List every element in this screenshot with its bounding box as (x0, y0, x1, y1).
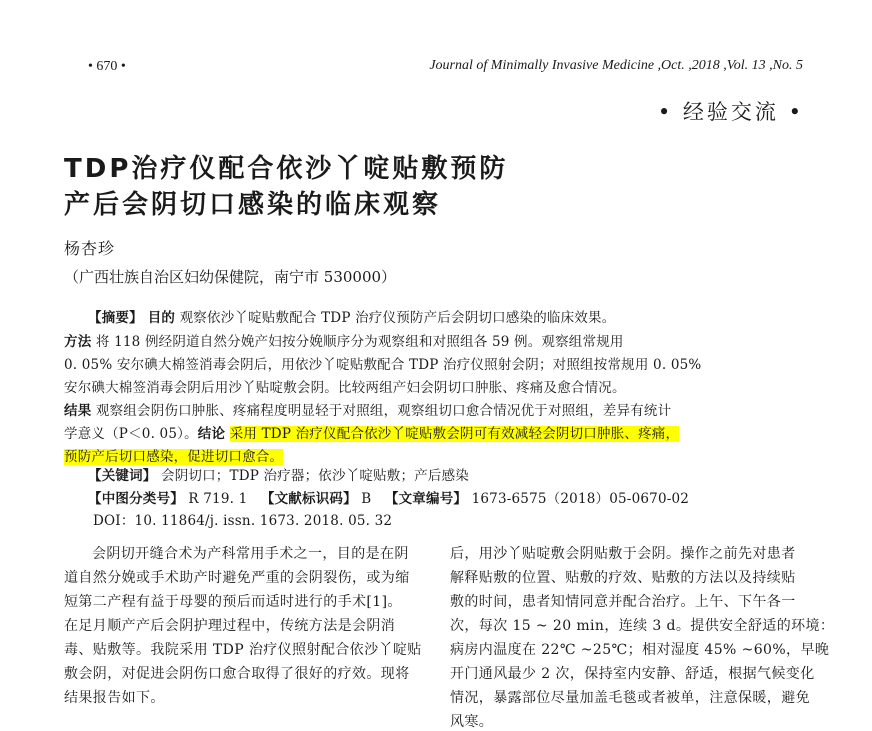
body-text-line: 道自然分娩或手术助产时避免严重的会阴裂伤，或为缩 (64, 570, 410, 586)
keywords-text: 会阴切口；TDP 治疗器；依沙丫啶贴敷；产后感染 (156, 468, 469, 484)
keywords-label: 【关键词】 (88, 468, 157, 484)
body-text-line: 毒、贴敷等。我院采用 TDP 治疗仪照射配合依沙丫啶贴 (64, 642, 422, 658)
abstract-text: 观察组会阴伤口肿胀、疼痛程度明显轻于对照组，观察组切口愈合情况优于对照组，差异有统计 (91, 403, 672, 419)
highlighted-text: 预防产后切口感染，促进切口愈合。 (64, 449, 284, 465)
body-text-line: 风寒。 (450, 714, 494, 730)
doi: DOI：10. 11864/j. issn. 1673. 2018. 05. 32 (93, 513, 393, 529)
body-text-line: 短第二产程有益于母婴的预后而适时进行的手术[1]。 (64, 594, 402, 610)
body-text-line: 病房内温度在 22℃ ~25℃；相对湿度 45% ~60%，早晚 (450, 642, 830, 658)
article-title-line-1: TDP治疗仪配合依沙丫啶贴敷预防 (64, 154, 509, 184)
abstract-line (64, 445, 283, 465)
abstract-line (64, 330, 624, 350)
abstract-text: 0. 05% 安尔碘大棉签消毒会阴后，用依沙丫啶贴敷配合 TDP 治疗仪照射会阴；对照组按常规用 0. 05% (64, 357, 702, 373)
affiliation: （广西壮族自治区妇幼保健院，南宁市 530000） (64, 268, 397, 286)
body-text-line: 情况，暴露部位尽量加盖毛毯或者被单，注意保暖，避免 (450, 690, 810, 706)
body-text-line: 次，每次 15 ~ 20 min，连续 3 d。提供安全舒适的环境： (450, 618, 835, 634)
keywords (88, 464, 469, 484)
abstract-purpose-label: 【摘要】 目的 (88, 310, 176, 326)
body-text-line: 在足月顺产产后会阴护理过程中，传统方法是会阴消 (64, 618, 396, 634)
doc-code-value: B (356, 491, 372, 507)
abstract-text: 观察依沙丫啶贴敷配合 TDP 治疗仪预防产后会阴切口感染的临床效果。 (175, 310, 616, 326)
highlighted-text: 采用 TDP 治疗仪配合依沙丫啶贴敷会阴可有效减轻会阴切口肿胀、疼痛， (229, 426, 680, 442)
doc-code-label: 【文献标识码】 (260, 491, 357, 507)
abstract-methods-label: 方法 (64, 334, 92, 350)
abstract-text: 学意义（P＜0. 05）。 (64, 426, 198, 442)
abstract-line (64, 376, 626, 396)
abstract-conclusion-label: 结论 (197, 426, 226, 442)
abstract-text: 将 118 例经阴道自然分娩产妇按分娩顺序分为观察组和对照组各 59 例。观察组常规用 (91, 334, 624, 350)
abstract-line (64, 353, 701, 373)
body-text-line: 开门通风最少 2 次，保持室内安静、舒适，根据气候变化 (450, 666, 815, 682)
body-text-line: 解释贴敷的位置、贴敷的疗效、贴敷的方法以及持续贴 (450, 570, 796, 586)
body-text-line: 后，用沙丫贴啶敷会阴贴敷于会阴。操作之前先对患者 (450, 546, 796, 562)
classification-line (88, 487, 689, 507)
body-text-line: 会阴切开缝合术为产科常用手术之一，目的是在阴 (92, 546, 409, 562)
journal-header: Journal of Minimally Invasive Medicine ,Oct. ,2018 ,Vol. 13 ,No. 5 (429, 58, 803, 73)
article-number-label: 【文章编号】 (384, 491, 468, 507)
abstract-line (64, 422, 679, 442)
author: 杨杏珍 (64, 239, 116, 258)
body-text-line: 敷会阴，对促进会阴伤口愈合取得了很好的疗效。现将 (64, 666, 410, 682)
clc-label: 【中图分类号】 (88, 491, 184, 507)
body-text-line: 结果报告如下。 (64, 690, 165, 706)
body-text-line: 敷的时间，患者知情同意并配合治疗。上午、下午各一 (450, 594, 796, 610)
abstract-line (64, 399, 671, 419)
page-number: • 670 • (88, 59, 126, 74)
article-number-value: 1673-6575（2018）05-0670-02 (467, 491, 690, 507)
article-title-line-2: 产后会阴切口感染的临床观察 (64, 190, 442, 220)
abstract-line (88, 306, 615, 326)
abstract-text: 安尔碘大棉签消毒会阴后用沙丫贴啶敷会阴。比较两组产妇会阴切口肿胀、疼痛及愈合情况。 (64, 380, 626, 396)
abstract-results-label: 结果 (64, 403, 92, 419)
section-label: • 经验交流 • (657, 100, 804, 124)
clc-value: R 719. 1 (183, 491, 248, 507)
